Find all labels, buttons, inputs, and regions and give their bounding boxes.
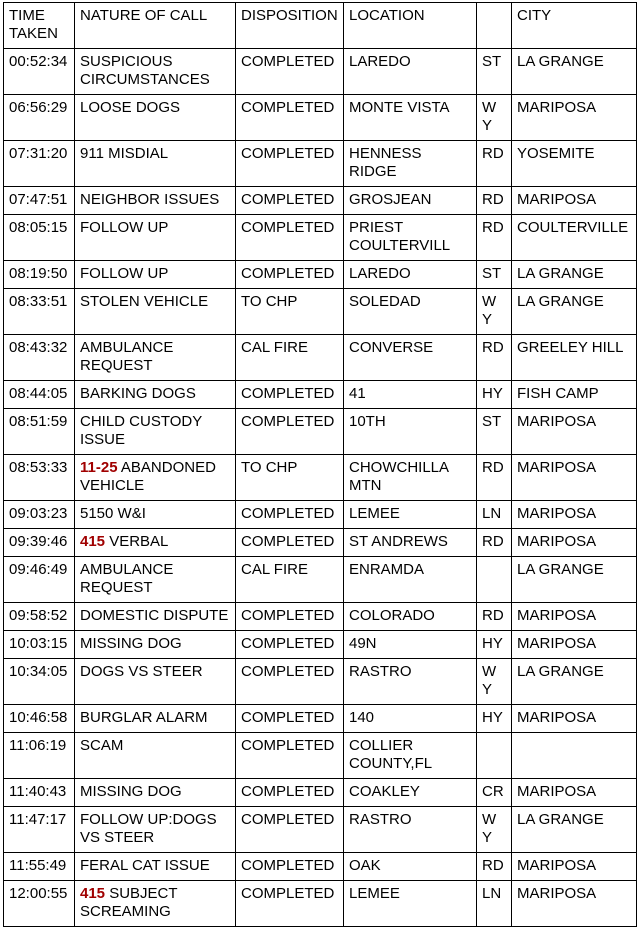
nature-text: BARKING DOGS: [80, 385, 196, 402]
cell-time: 08:44:05: [4, 381, 75, 409]
cell-city: MARIPOSA: [512, 95, 637, 141]
cell-location: 49N: [344, 631, 477, 659]
cell-time: 11:47:17: [4, 807, 75, 853]
cell-time: 00:52:34: [4, 49, 75, 95]
nature-text: BURGLAR ALARM: [80, 709, 208, 726]
cell-time: 08:53:33: [4, 455, 75, 501]
header-suffix: [477, 3, 512, 49]
cell-location: GROSJEAN: [344, 187, 477, 215]
cell-suffix: WY: [477, 659, 512, 705]
table-row: [4, 807, 637, 853]
table-row: [4, 501, 637, 529]
cell-disposition: COMPLETED: [236, 881, 344, 927]
cell-location: CONVERSE: [344, 335, 477, 381]
cell-city: GREELEY HILL: [512, 335, 637, 381]
header-disposition: DISPOSITION: [236, 3, 344, 49]
call-code: 415: [80, 885, 106, 902]
nature-text: LOOSE DOGS: [80, 99, 181, 116]
cell-suffix: WY: [477, 289, 512, 335]
nature-text: 911 MISDIAL: [80, 145, 169, 162]
cell-location: 140: [344, 705, 477, 733]
cell-location: ENRAMDA: [344, 557, 477, 603]
cell-location: MONTE VISTA: [344, 95, 477, 141]
table-row: [4, 381, 637, 409]
nature-text: FOLLOW UP: [80, 219, 169, 236]
cell-time: 11:55:49: [4, 853, 75, 881]
cell-city: MARIPOSA: [512, 409, 637, 455]
cell-city: LA GRANGE: [512, 807, 637, 853]
cell-disposition: COMPLETED: [236, 141, 344, 187]
cell-nature: [75, 779, 236, 807]
table-row: [4, 631, 637, 659]
header-row: [4, 3, 637, 49]
cell-city: LA GRANGE: [512, 261, 637, 289]
cell-suffix: RD: [477, 603, 512, 631]
cell-nature: [75, 409, 236, 455]
table-row: [4, 881, 637, 927]
cell-nature: [75, 289, 236, 335]
cell-disposition: TO CHP: [236, 455, 344, 501]
cell-time: 08:19:50: [4, 261, 75, 289]
cell-suffix: RD: [477, 141, 512, 187]
table-row: [4, 49, 637, 95]
cell-time: 09:39:46: [4, 529, 75, 557]
cell-disposition: COMPLETED: [236, 501, 344, 529]
cell-disposition: COMPLETED: [236, 733, 344, 779]
nature-text: MISSING DOG: [80, 635, 182, 652]
cell-disposition: COMPLETED: [236, 807, 344, 853]
cell-suffix: RD: [477, 853, 512, 881]
cell-disposition: COMPLETED: [236, 853, 344, 881]
cell-nature: [75, 603, 236, 631]
cell-time: 08:43:32: [4, 335, 75, 381]
table-row: [4, 95, 637, 141]
cell-city: YOSEMITE: [512, 141, 637, 187]
nature-text: SUSPICIOUS CIRCUMSTANCES: [80, 53, 210, 88]
nature-text: AMBULANCE REQUEST: [80, 561, 174, 596]
cell-suffix: LN: [477, 501, 512, 529]
cell-suffix: RD: [477, 335, 512, 381]
cell-suffix: [477, 557, 512, 603]
cell-suffix: HY: [477, 381, 512, 409]
nature-text: VERBAL: [109, 533, 169, 550]
table-row: [4, 733, 637, 779]
cell-disposition: CAL FIRE: [236, 335, 344, 381]
cell-time: 10:03:15: [4, 631, 75, 659]
cell-nature: [75, 49, 236, 95]
cell-nature: [75, 529, 236, 557]
cell-city: MARIPOSA: [512, 187, 637, 215]
cell-disposition: COMPLETED: [236, 631, 344, 659]
cell-location: LEMEE: [344, 881, 477, 927]
nature-text: DOMESTIC DISPUTE: [80, 607, 229, 624]
cell-time: 10:46:58: [4, 705, 75, 733]
cell-disposition: COMPLETED: [236, 779, 344, 807]
cell-location: LAREDO: [344, 49, 477, 95]
cell-suffix: RD: [477, 215, 512, 261]
cell-time: 09:03:23: [4, 501, 75, 529]
cell-city: COULTERVILLE: [512, 215, 637, 261]
cell-nature: [75, 455, 236, 501]
cell-suffix: [477, 733, 512, 779]
call-code: 415: [80, 533, 106, 550]
nature-text: FOLLOW UP:DOGS VS STEER: [80, 811, 217, 846]
cell-city: MARIPOSA: [512, 631, 637, 659]
cell-disposition: COMPLETED: [236, 187, 344, 215]
cell-city: MARIPOSA: [512, 455, 637, 501]
nature-text: FERAL CAT ISSUE: [80, 857, 210, 874]
cell-nature: [75, 557, 236, 603]
cell-suffix: WY: [477, 95, 512, 141]
cell-location: RASTRO: [344, 807, 477, 853]
cell-city: MARIPOSA: [512, 881, 637, 927]
cell-time: 07:47:51: [4, 187, 75, 215]
cell-nature: [75, 261, 236, 289]
table-row: [4, 779, 637, 807]
nature-text: MISSING DOG: [80, 783, 182, 800]
nature-text: SCAM: [80, 737, 124, 754]
table-row: [4, 853, 637, 881]
table-row: [4, 335, 637, 381]
cell-nature: [75, 659, 236, 705]
cell-time: 08:51:59: [4, 409, 75, 455]
cell-nature: [75, 807, 236, 853]
cell-disposition: COMPLETED: [236, 603, 344, 631]
cell-disposition: CAL FIRE: [236, 557, 344, 603]
table-row: [4, 659, 637, 705]
cell-city: LA GRANGE: [512, 659, 637, 705]
cell-time: 12:00:55: [4, 881, 75, 927]
cell-nature: [75, 631, 236, 659]
table-row: [4, 603, 637, 631]
cell-location: SOLEDAD: [344, 289, 477, 335]
cell-location: COAKLEY: [344, 779, 477, 807]
nature-text: STOLEN VEHICLE: [80, 293, 209, 310]
cell-time: 07:31:20: [4, 141, 75, 187]
nature-text: AMBULANCE REQUEST: [80, 339, 174, 374]
cell-location: PRIEST COULTERVILL: [344, 215, 477, 261]
cell-location: 41: [344, 381, 477, 409]
cell-location: LEMEE: [344, 501, 477, 529]
table-row: [4, 409, 637, 455]
cell-disposition: COMPLETED: [236, 659, 344, 705]
cell-suffix: LN: [477, 881, 512, 927]
cell-location: OAK: [344, 853, 477, 881]
cell-city: MARIPOSA: [512, 529, 637, 557]
table-row: [4, 187, 637, 215]
table-row: [4, 261, 637, 289]
nature-text: ABANDONED VEHICLE: [80, 459, 216, 494]
cell-disposition: COMPLETED: [236, 95, 344, 141]
cell-nature: [75, 853, 236, 881]
cell-time: 11:06:19: [4, 733, 75, 779]
nature-text: 5150 W&I: [80, 505, 146, 522]
cell-location: COLLIER COUNTY,FL: [344, 733, 477, 779]
cell-disposition: COMPLETED: [236, 381, 344, 409]
cell-nature: [75, 381, 236, 409]
cell-suffix: ST: [477, 409, 512, 455]
header-time-taken: TIME TAKEN: [4, 3, 75, 49]
cell-nature: [75, 501, 236, 529]
nature-text: FOLLOW UP: [80, 265, 169, 282]
cell-time: 09:46:49: [4, 557, 75, 603]
cell-city: LA GRANGE: [512, 49, 637, 95]
cell-city: MARIPOSA: [512, 853, 637, 881]
cell-suffix: HY: [477, 631, 512, 659]
cell-suffix: RD: [477, 455, 512, 501]
cell-disposition: COMPLETED: [236, 215, 344, 261]
cell-nature: [75, 141, 236, 187]
table-row: [4, 141, 637, 187]
cell-location: RASTRO: [344, 659, 477, 705]
cell-suffix: HY: [477, 705, 512, 733]
cell-city: MARIPOSA: [512, 501, 637, 529]
cell-city: MARIPOSA: [512, 603, 637, 631]
cell-time: 08:05:15: [4, 215, 75, 261]
nature-text: NEIGHBOR ISSUES: [80, 191, 220, 208]
cell-location: COLORADO: [344, 603, 477, 631]
cell-nature: [75, 215, 236, 261]
header-nature-of-call: NATURE OF CALL: [75, 3, 236, 49]
cell-time: 09:58:52: [4, 603, 75, 631]
cell-time: 10:34:05: [4, 659, 75, 705]
table-row: [4, 289, 637, 335]
cell-disposition: COMPLETED: [236, 529, 344, 557]
cell-nature: [75, 95, 236, 141]
cell-suffix: RD: [477, 529, 512, 557]
header-location: LOCATION: [344, 3, 477, 49]
cell-location: CHOWCHILLA MTN: [344, 455, 477, 501]
cell-nature: [75, 187, 236, 215]
nature-text: DOGS VS STEER: [80, 663, 203, 680]
cell-location: ST ANDREWS: [344, 529, 477, 557]
table-row: [4, 557, 637, 603]
cell-disposition: COMPLETED: [236, 409, 344, 455]
cell-disposition: TO CHP: [236, 289, 344, 335]
cell-disposition: COMPLETED: [236, 49, 344, 95]
cell-city: MARIPOSA: [512, 779, 637, 807]
cell-suffix: ST: [477, 261, 512, 289]
cell-city: [512, 733, 637, 779]
table-row: [4, 455, 637, 501]
header-city: CITY: [512, 3, 637, 49]
cell-city: MARIPOSA: [512, 705, 637, 733]
call-code: 11-25: [80, 459, 118, 476]
nature-text: CHILD CUSTODY ISSUE: [80, 413, 202, 448]
cell-nature: [75, 733, 236, 779]
cell-nature: [75, 881, 236, 927]
cell-location: HENNESS RIDGE: [344, 141, 477, 187]
cell-disposition: COMPLETED: [236, 261, 344, 289]
cell-location: 10TH: [344, 409, 477, 455]
cell-time: 08:33:51: [4, 289, 75, 335]
nature-text: SUBJECT SCREAMING: [80, 885, 178, 920]
cell-suffix: WY: [477, 807, 512, 853]
cell-city: FISH CAMP: [512, 381, 637, 409]
cell-time: 06:56:29: [4, 95, 75, 141]
cell-nature: [75, 705, 236, 733]
cell-suffix: ST: [477, 49, 512, 95]
call-log-table: [3, 2, 637, 927]
cell-disposition: COMPLETED: [236, 705, 344, 733]
cell-time: 11:40:43: [4, 779, 75, 807]
cell-nature: [75, 335, 236, 381]
cell-location: LAREDO: [344, 261, 477, 289]
cell-suffix: CR: [477, 779, 512, 807]
call-log-body: [4, 49, 637, 927]
table-row: [4, 705, 637, 733]
cell-city: LA GRANGE: [512, 289, 637, 335]
table-row: [4, 529, 637, 557]
table-row: [4, 215, 637, 261]
cell-city: LA GRANGE: [512, 557, 637, 603]
cell-suffix: RD: [477, 187, 512, 215]
